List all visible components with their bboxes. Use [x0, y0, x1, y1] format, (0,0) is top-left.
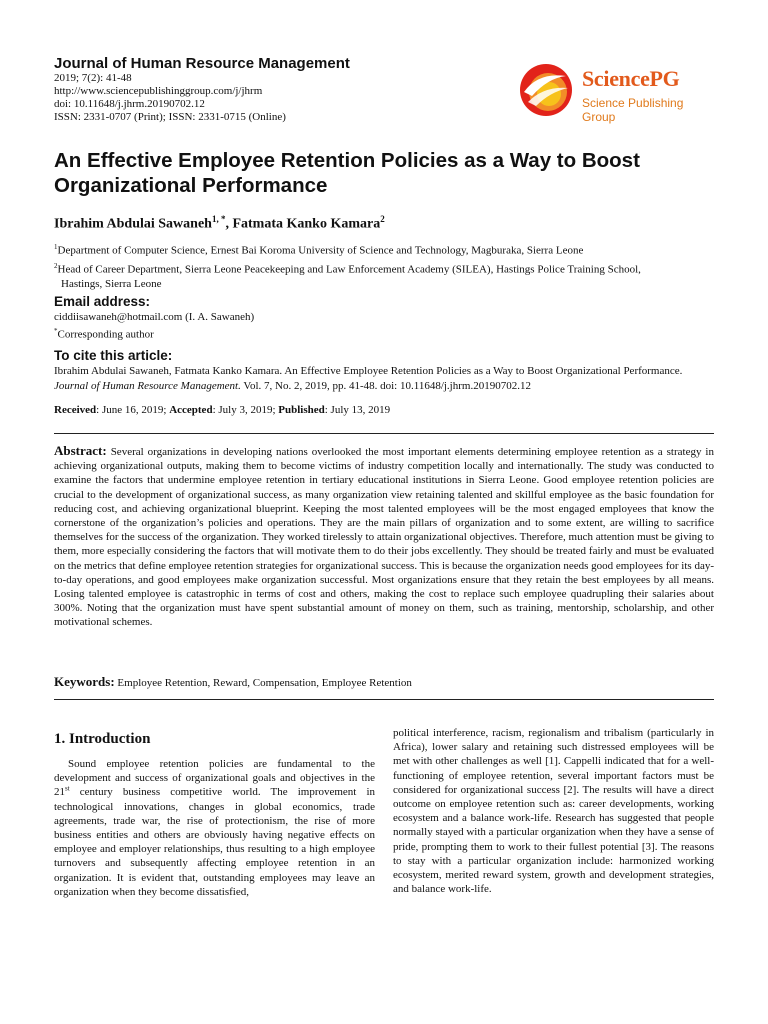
received-date: : June 16, 2019;	[96, 404, 170, 416]
corresponding-text: Corresponding author	[57, 328, 154, 341]
affiliation-2-cont: Hastings, Sierra Leone	[61, 278, 162, 291]
citation-text	[54, 364, 714, 394]
citation-heading: To cite this article:	[54, 348, 173, 363]
section-heading: 1. Introduction	[54, 731, 151, 747]
body-column-left	[54, 730, 375, 899]
publisher-logo-icon	[518, 62, 574, 118]
affiliation-marker: 1	[54, 243, 58, 251]
affiliation-1	[54, 240, 724, 259]
keywords-label: Keywords:	[54, 674, 115, 689]
affiliation-2	[54, 259, 724, 278]
publisher-logo	[516, 60, 716, 124]
intro-paragraph	[54, 757, 375, 899]
citation-part: Ibrahim Abdulai Sawaneh, Fatmata Kanko Kamara. An Effective Employee Retention Policies as a Way to Boost Organizational Performance.	[54, 365, 683, 377]
publication-dates	[54, 403, 390, 417]
author-separator: ,	[225, 216, 233, 232]
intro-paragraph-cont: political interference, racism, regionalism and tribalism (particularly in Africa), lower salary and retaining such distressed employees will be met with other challenges as well [1]. Cappelli indicated that for a well-functioning of employee retention, several important factors must be considered for organizational success [2]. The results will have a direct outcome on employee retention such as: career developments, working ecosystem and a balance work-life. Research has suggested that people normally stayed with a particular organization when they have a sense of pride, prompting them to work to their fullest potential [3]. The reasons to stay with a particular organization include: harmonized working ecosystem, merited reward system, growth and development strategies, and balance work-life.	[393, 727, 714, 896]
published-label: Published	[278, 404, 325, 416]
abstract-bottom-rule	[54, 699, 714, 700]
journal-doi: doi: 10.11648/j.jhrm.20190702.12	[54, 98, 205, 110]
citation-section	[54, 348, 714, 394]
body-column-right	[393, 726, 714, 896]
journal-name: Journal of Human Resource Management	[54, 55, 350, 72]
email-address[interactable]: ciddiisawaneh@hotmail.com (I. A. Sawaneh)	[54, 311, 255, 323]
accepted-date: : July 3, 2019;	[212, 404, 279, 416]
intro-text: century business competitive world. The improvement in technological innovations, changes in global economics, trade agreements, trade war, the rise of protectionism, the rise of more business entities and others are obviously having negative effects on employee and employer relationships, thus resulting to a high employee turnovers and subsequently affecting employee retention in an organization. It is evident that, outstanding employees may leave an organization when they become dissatisfied,	[54, 786, 375, 898]
published-date: : July 13, 2019	[324, 404, 391, 416]
abstract-label: Abstract:	[54, 443, 107, 458]
email-heading: Email address:	[54, 294, 151, 309]
abstract-text: Several organizations in developing nations overlooked the most important elements determining employee retention as a strategy in achieving organizational outputs, making them to become victims of industry competition locally and internationally. The study was conducted to examine the factors that undermine employee retention in tertiary educational institutions in Sierra Leone. Good employee retention policies are crucial to the development of organizational success, as many organization view retaining talented and skillful employee as the basic foundation for reducing cost, and achieving organizational blueprint. Keeping the most talented employees will be the most engaged employees that know the cornerstone of the organization’s policies and operations. They are the main pillars of organization and to some extent, are willing to sacrifice themselves for the success of the organization. They worked tirelessly to attain organizational objectives. Therefore, much attention must be giving to them, more especially considering the factors that will motivate them to do their jobs excellently. They should be treated fairly and must be evaluated on the metrics that define employee retention strategies for organizational success. This is because the organization needs good employees for its day-to-day operations, and good employees make organization successful. Most organizations ensure that they retain the best employees by all means. Losing talented employee is catastrophic in terms of cost and others, making the cost to replace such employee quadrupling their salaries about 300%. Noting that the organization must have spent substantial amount of money on them, such as training, mentorship, scholarship, and other motivational schemes.	[54, 446, 714, 629]
author-affil-marker: 1, *	[211, 214, 226, 224]
journal-issn: ISSN: 2331-0707 (Print); ISSN: 2331-0715 (Online)	[54, 111, 286, 123]
accepted-label: Accepted	[169, 404, 213, 416]
author-name: Ibrahim Abdulai Sawaneh	[54, 216, 212, 232]
affiliation-text: Head of Career Department, Sierra Leone Peacekeeping and Law Enforcement Academy (SILEA), Hastings Police Training School,	[57, 263, 641, 276]
corresponding-note	[54, 324, 714, 342]
abstract-top-rule	[54, 433, 714, 434]
abstract	[54, 444, 714, 630]
author-line	[54, 211, 385, 233]
keywords-text: Employee Retention, Reward, Compensation, Employee Retention	[117, 677, 412, 689]
citation-part: Vol. 7, No. 2, 2019, pp. 41-48. doi: 10.11648/j.jhrm.20190702.12	[240, 380, 531, 392]
article-title: An Effective Employee Retention Policies as a Way to Boost Organizational Performance	[54, 149, 640, 197]
journal-header	[54, 55, 514, 124]
received-label: Received	[54, 404, 97, 416]
intro-text: Sound employee retention policies are fundamental to the development and success of organizational goals and objectives in the 21	[54, 758, 375, 799]
corresponding-marker: *	[54, 327, 58, 335]
publisher-brand: SciencePG	[582, 66, 680, 91]
author-affil-marker: 2	[380, 214, 385, 224]
keywords	[54, 675, 714, 690]
journal-volume: 2019; 7(2): 41-48	[54, 72, 132, 84]
citation-journal: Journal of Human Resource Management.	[54, 380, 241, 392]
affiliation-marker: 2	[54, 261, 58, 270]
ordinal-suffix: st	[65, 784, 70, 793]
affiliation-text: Department of Computer Science, Ernest Bai Koroma University of Science and Technology, Magburaka, Sierra Leone	[57, 244, 584, 257]
author-name: Fatmata Kanko Kamara	[232, 216, 381, 232]
publisher-subtitle: Science Publishing Group	[582, 96, 684, 124]
email-section	[54, 294, 714, 342]
affiliations	[54, 240, 724, 292]
journal-url[interactable]: http://www.sciencepublishinggroup.com/j/jhrm	[54, 85, 263, 97]
